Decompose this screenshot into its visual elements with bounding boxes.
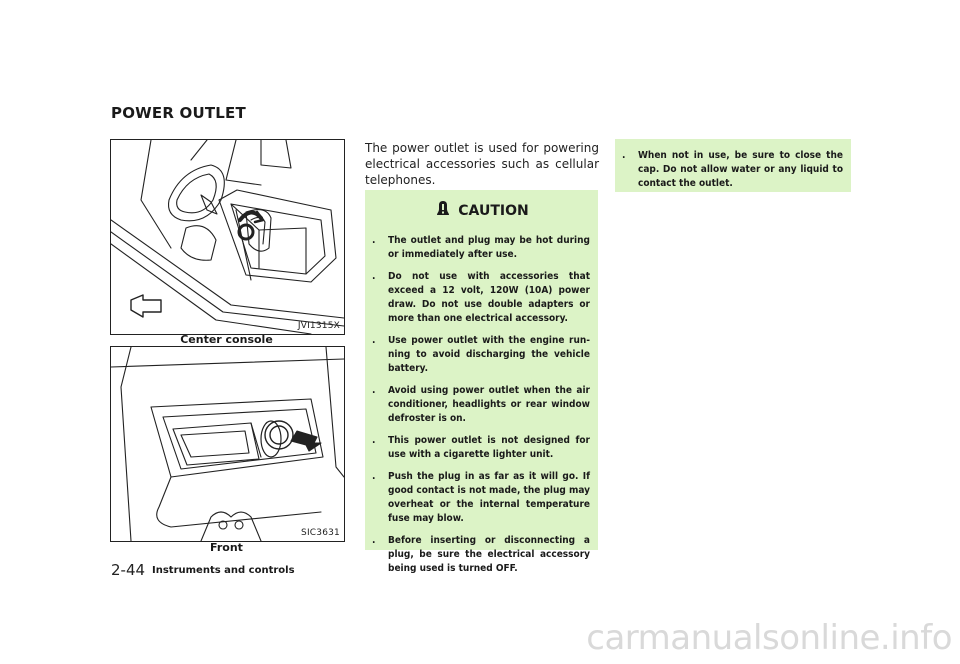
- bullet: .: [372, 535, 376, 546]
- figure-code: JVI1315X: [297, 321, 340, 331]
- caution-item: . Push the plug in as far as it will go. If good contact is not made, the plug may overheat or the internal temperature fuse may blow.: [372, 471, 590, 524]
- caution-item: . Do not use with accessories that exceed a 12 volt, 120W (10A) power draw. Do not use double adapters or more than one electrical accessory.: [372, 271, 590, 324]
- figure-code: SIC3631: [301, 528, 340, 538]
- section-title: POWER OUTLET: [111, 104, 246, 122]
- figure-caption-center-console: Center console: [180, 333, 273, 346]
- caution-title: CAUTION: [458, 203, 529, 219]
- note-list: [622, 149, 843, 199]
- bullet: .: [372, 235, 376, 246]
- bullet: .: [372, 385, 376, 396]
- front-outlet-drawing: [111, 347, 344, 541]
- caution-item: . Before inserting or disconnecting a plug, be sure the electrical accessory being used is turned OFF.: [372, 535, 590, 574]
- intro-paragraph: The power outlet is used for powering electrical accessories such as cellular telephones.: [365, 141, 599, 187]
- bullet: .: [372, 335, 376, 346]
- note-item: . When not in use, be sure to close the cap. Do not allow water or any liquid to contact the outlet.: [622, 150, 843, 189]
- caution-item: . This power outlet is not designed for use with a cigarette lighter unit.: [372, 435, 590, 460]
- bullet: .: [372, 271, 376, 282]
- caution-item: . Use power outlet with the engine run-ning to avoid discharging the vehicle battery.: [372, 335, 590, 374]
- front-outlet-illustration: [110, 346, 345, 542]
- page-number: 2-44: [111, 561, 146, 579]
- caution-item: . The outlet and plug may be hot during or immediately after use.: [372, 235, 590, 260]
- caution-list: [372, 234, 590, 584]
- caution-header: [365, 200, 598, 222]
- center-console-illustration: [110, 139, 345, 335]
- watermark: carmanualsonline.info: [586, 618, 952, 658]
- bullet: .: [372, 435, 376, 446]
- center-console-drawing: [111, 140, 344, 334]
- figure-caption-front: Front: [210, 541, 243, 554]
- caution-box: [365, 190, 598, 574]
- footer-section-title: Instruments and controls: [152, 565, 295, 576]
- warning-icon: [434, 200, 452, 222]
- note-box: [615, 139, 851, 192]
- bullet: .: [622, 150, 626, 161]
- bullet: .: [372, 471, 376, 482]
- caution-item: . Avoid using power outlet when the air conditioner, headlights or rear window defroster is on.: [372, 385, 590, 424]
